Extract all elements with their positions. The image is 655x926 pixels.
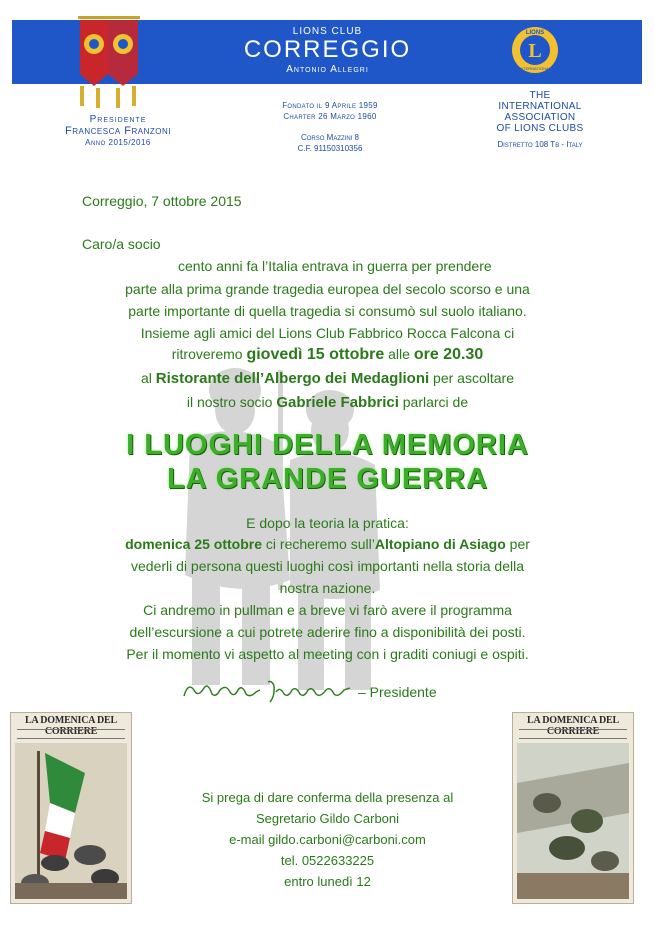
p2-line2 <box>0 536 655 552</box>
footer-phone: tel. 0522633225 <box>280 853 375 868</box>
event-title <box>0 428 655 496</box>
p2-line7: Per il momento vi aspetto al meeting con i graditi coniugi e ospiti. <box>126 646 529 662</box>
intl-line4: OF LIONS CLUBS <box>496 123 584 134</box>
president-name: Francesca Franzoni <box>65 125 171 137</box>
p1-line3: parte importante di quella tragedia si consumò sul suolo italiano. <box>128 303 527 319</box>
emblem-letter: L <box>528 40 542 62</box>
intl-line1: THE <box>529 90 551 101</box>
emblem-bottom: INTERNATIONAL <box>519 66 551 71</box>
newspaper-right-title: LA DOMENICA DEL CORRIERE <box>526 715 619 737</box>
p1-line5 <box>0 346 655 364</box>
signature-image <box>180 676 355 706</box>
p2-line2-b: ci recheremo sull’ <box>262 536 375 552</box>
newspaper-left-title: LA DOMENICA DEL CORRIERE <box>24 715 117 737</box>
intl-line3: ASSOCIATION <box>504 112 576 123</box>
club-subtitle: Antonio Allegri <box>286 64 369 75</box>
club-name: CORREGGIO <box>243 36 412 63</box>
p1-line7-c: parlarci de <box>398 394 469 410</box>
title-line2: LA GRANDE GUERRA <box>166 463 489 495</box>
p1-line6 <box>0 370 655 387</box>
footer-line2: Segretario Gildo Carboni <box>255 811 400 826</box>
p1-line1: cento anni fa l’Italia entrava in guerra per prendere <box>178 258 492 274</box>
footer-line1: Si prega di dare conferma della presenza al <box>201 790 454 805</box>
founded-line2: Charter 26 Marzo 1960 <box>283 112 377 121</box>
address-line2: C.F. 91150310356 <box>297 144 363 153</box>
p2-line5: Ci andremo in pullman e a breve vi farò avere il programma <box>143 602 512 618</box>
speaker-name: Gabriele Fabbrici <box>276 394 399 411</box>
p2-line2-d: per <box>505 536 530 552</box>
p1-line7 <box>0 394 655 411</box>
p2-line3: vederli di persona questi luoghi così importanti nella storia della <box>131 558 524 574</box>
excursion-place: Altopiano di Asiago <box>374 536 506 552</box>
p1-line6-a: al <box>141 370 156 386</box>
title-line1: I LUOGHI DELLA MEMORIA <box>126 429 529 461</box>
president-label: Presidente <box>89 114 147 125</box>
address-line1: Corso Mazzini 8 <box>300 133 359 142</box>
event-date: giovedì 15 ottobre <box>246 346 385 363</box>
founded-line1: Fondato il 9 Aprile 1959 <box>282 101 378 110</box>
signature-role: – Presidente <box>358 684 437 700</box>
footer-email[interactable]: e-mail gildo.carboni@carboni.com <box>229 832 426 847</box>
event-time: ore 20.30 <box>413 346 484 363</box>
letter-date: Correggio, 7 ottobre 2015 <box>82 193 242 209</box>
excursion-date: domenica 25 ottobre <box>125 536 263 552</box>
p2-line4: nostra nazione. <box>279 580 376 596</box>
emblem-text: LIONS <box>525 30 545 36</box>
p1-line6-c: per ascoltare <box>429 370 514 386</box>
event-venue: Ristorante dell’Albergo dei Medaglioni <box>155 370 430 387</box>
district: Distretto 108 Tb - Italy <box>497 140 583 149</box>
p1-line7-a: il nostro socio <box>186 394 277 410</box>
p1-line5-a: ritroveremo <box>171 346 247 362</box>
founded-info <box>250 100 410 122</box>
p2-line6: dell’escursione a cui potrete aderire fino a disponibilità dei posti. <box>129 624 526 640</box>
p1-line2: parte alla prima grande tragedia europea del secolo scorso e una <box>125 281 530 297</box>
intl-line2: INTERNATIONAL <box>498 101 582 112</box>
p2-line1: E dopo la teoria la pratica: <box>246 515 409 531</box>
letter-greeting: Caro/a socio <box>82 236 161 252</box>
intl-association <box>470 90 610 134</box>
p1-line4: Insieme agli amici del Lions Club Fabbrico Rocca Falcona ci <box>140 325 515 341</box>
lions-club-label: LIONS CLUB <box>292 26 363 37</box>
president-year: Anno 2015/2016 <box>85 138 151 147</box>
footer-deadline: entro lunedì 12 <box>284 874 371 889</box>
lions-emblem-icon <box>510 24 560 78</box>
p1-line5-c: alle <box>384 346 414 362</box>
address-info <box>250 132 410 154</box>
